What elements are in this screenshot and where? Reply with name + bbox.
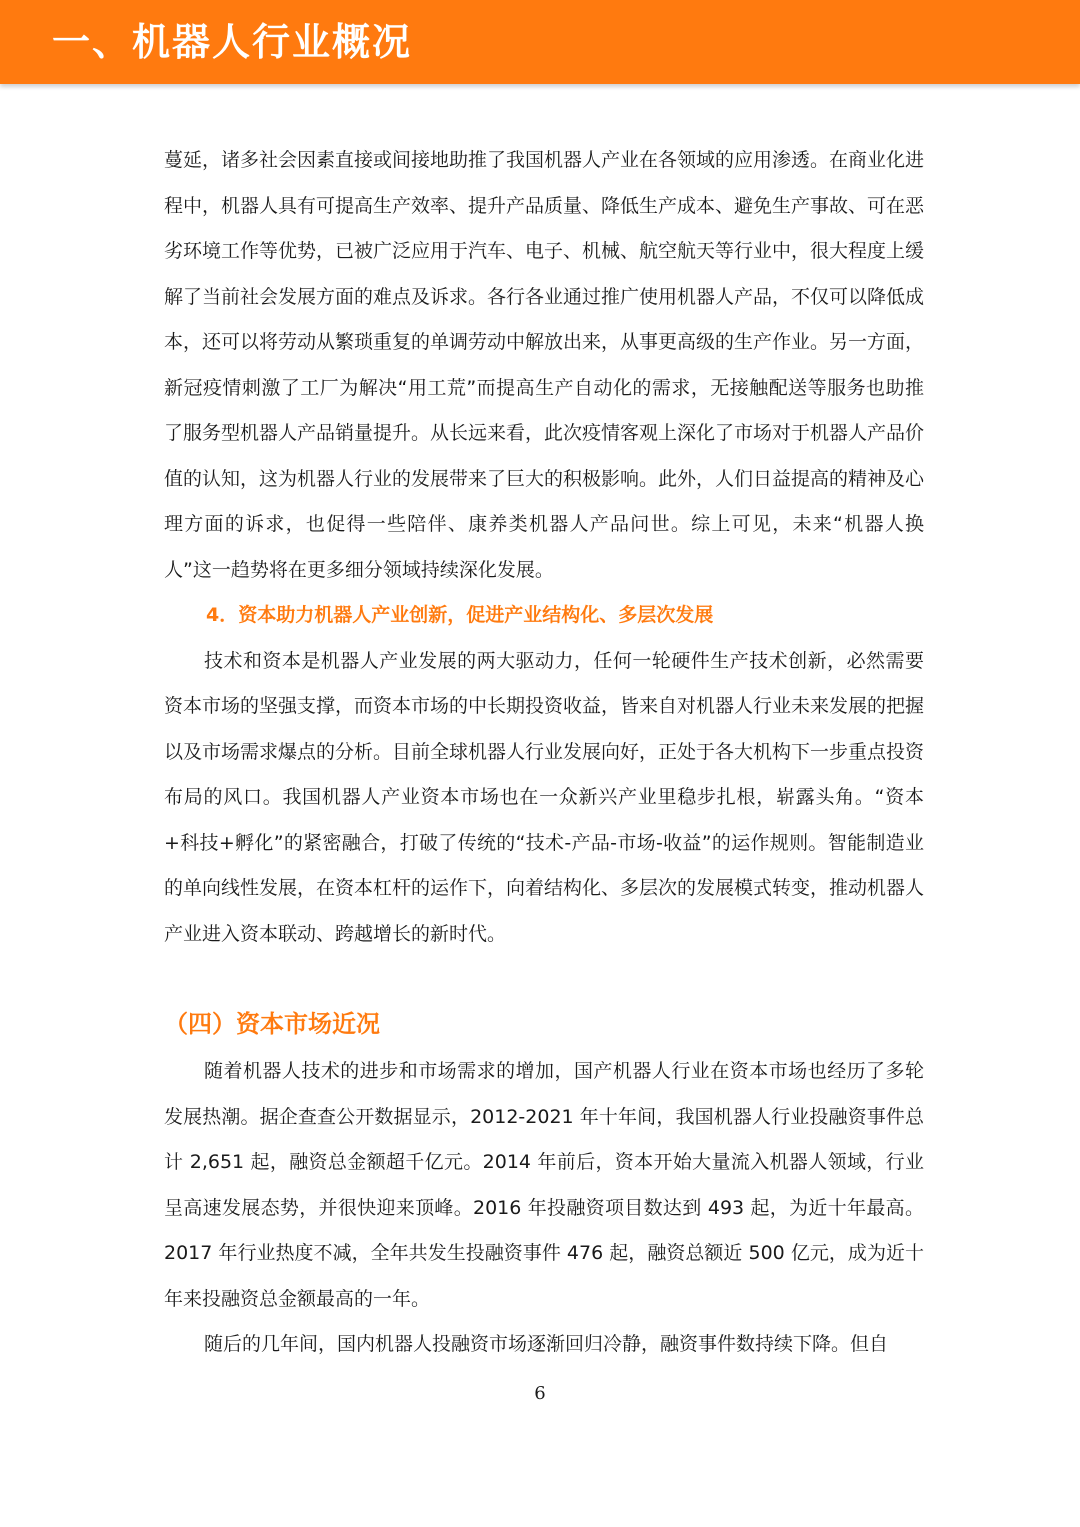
paragraph-investment-history: 随着机器人技术的进步和市场需求的增加，国产机器人行业在资本市场也经历了多轮发展热潮。据企查查公开数据显示，2012-2021 年十年间，我国机器人行业投融资事件总计 2,651 起，融资总金额超千亿元。2014 年前后，资本开始大量流入机器人领域，行业呈高速发展态势，并很快迎来顶峰。2016 年投融资项目数达到 493 起，为近十年最高。2017 年行业热度不减，全年共发生投融资事件 476 起，融资总额近 500 亿元，成为近十年来投融资总金额最高的一年。 <box>164 1060 924 1310</box>
page-title: 一、机器人行业概况 <box>52 20 413 64</box>
paragraph-capital-drivers: 技术和资本是机器人产业发展的两大驱动力，任何一轮硬件生产技术创新，必然需要资本市场的坚强支撑，而资本市场的中长期投资收益，皆来自对机器人行业未来发展的把握以及市场需求爆点的分析。目前全球机器人行业发展向好，正处于各大机构下一步重点投资布局的风口。我国机器人产业资本市场也在一众新兴产业里稳步扎根，崭露头角。“资本+科技+孵化”的紧密融合，打破了传统的“技术-产品-市场-收益”的运作规则。智能制造业的单向线性发展，在资本杠杆的运作下，向着结构化、多层次的发展模式转变，推动机器人产业进入资本联动、跨越增长的新时代。 <box>164 649 925 945</box>
document-body <box>164 138 924 1368</box>
paragraph-market-cooling: 随后的几年间，国内机器人投融资市场逐渐回归冷静，融资事件数持续下降。但自 <box>204 1333 889 1355</box>
section-heading-capital-market: （四）资本市场近况 <box>164 1010 380 1038</box>
header-band <box>0 0 1080 84</box>
paragraph-continued: 蔓延，诸多社会因素直接或间接地助推了我国机器人产业在各领域的应用渗透。在商业化进程中，机器人具有可提高生产效率、提升产品质量、降低生产成本、避免生产事故、可在恶劣环境工作等优势，已被广泛应用于汽车、电子、机械、航空航天等行业中，很大程度上缓解了当前社会发展方面的难点及诉求。各行各业通过推广使用机器人产品，不仅可以降低成本，还可以将劳动从繁琐重复的单调劳动中解放出来，从事更高级的生产作业。另一方面，新冠疫情刺激了工厂为解决“用工荒”而提高生产自动化的需求，无接触配送等服务也助推了服务型机器人产品销量提升。从长远来看，此次疫情客观上深化了市场对于机器人产品价值的认知，这为机器人行业的发展带来了巨大的积极影响。此外，人们日益提高的精神及心理方面的诉求，也促得一些陪伴、康养类机器人产品问世。综上可见，未来“机器人换人”这一趋势将在更多细分领域持续深化发展。 <box>164 149 925 581</box>
subheading-capital-innovation: 4．资本助力机器人产业创新，促进产业结构化、多层次发展 <box>206 604 714 626</box>
page-number: 6 <box>534 1383 546 1404</box>
